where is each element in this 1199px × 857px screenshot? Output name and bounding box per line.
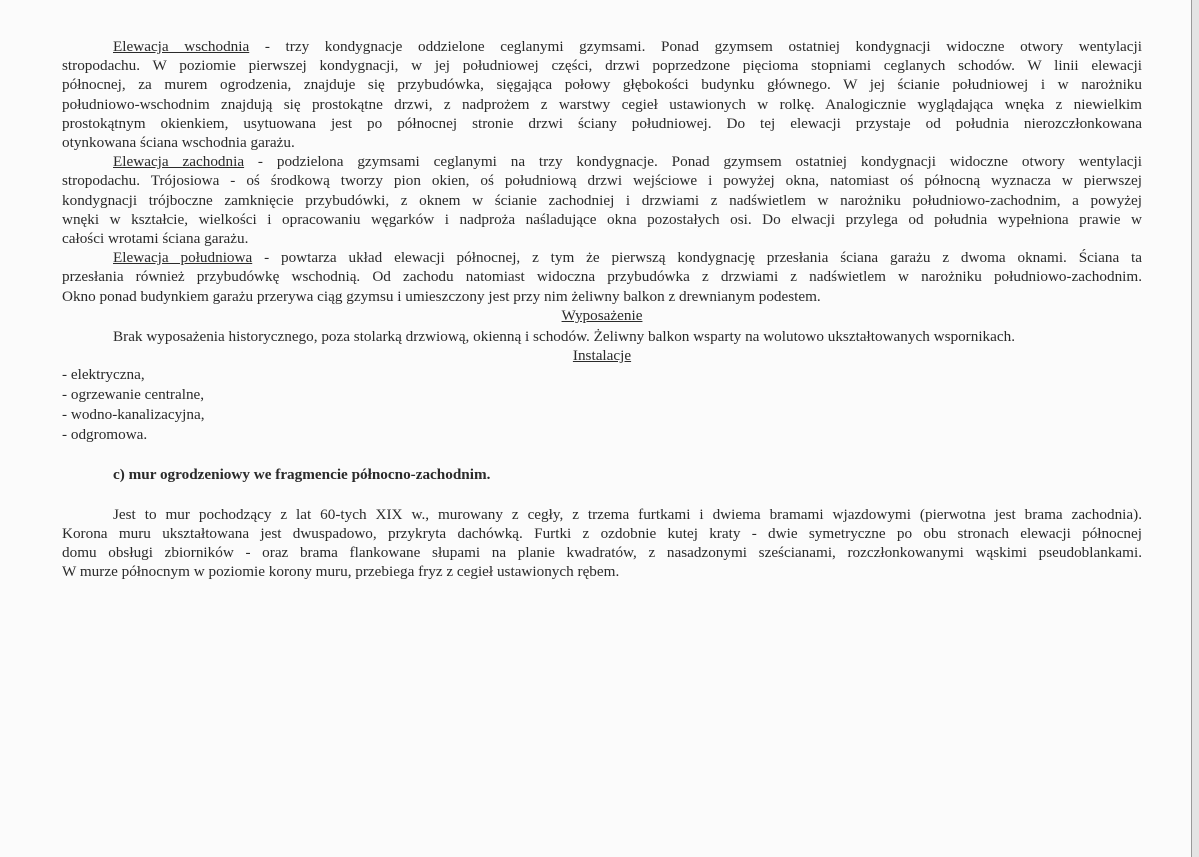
wall-heading: c) mur ogrodzeniowy we fragmencie północno-zachodnim.	[113, 466, 491, 484]
equipment-heading: Wyposażenie	[561, 306, 643, 324]
document-page	[62, 37, 1142, 581]
installations-list	[62, 365, 1142, 445]
section-heading: Elewacja zachodnia	[113, 153, 245, 171]
section-heading: Elewacja wschodnia	[113, 38, 250, 55]
paragraph-east-elevation: Elewacja wschodnia - trzy kondygnacje oddzielone ceglanymi gzymsami. Ponad gzymsem ostatniej kondygnacji widoczne otwory wentylacji stropodachu. W poziomie pierwszej kondygnacji, w jej południowej części, drzwi poprzedzone pięcioma stopniami ceglanych schodów. W linii elewacji północnej, za murem ogrodzenia, znajduje się przybudówka, sięgająca połowy głębokości budynku głównego. W jej ścianie południowej i w narożniku południowo-wschodnim znajdują się prostokątne drzwi, z nadprożem z warstwy cegieł ustawionych w rolkę. Analogicznie wyglądająca wnęka z niewielkim prostokątnym okienkiem, usytuowana jest po północnej stronie drzwi ściany południowej. Do tej elewacji przystaje od południa nierozczłonkowana otynkowana ściana wschodnia garażu.	[62, 38, 1142, 152]
paragraph-west-elevation: Elewacja zachodnia - podzielona gzymsami ceglanymi na trzy kondygnacje. Ponad gzymsem ostatniej kondygnacji widoczne otwory wentylacji stropodachu. Trójosiowa - oś środkową tworzy pion okien, oś południową drzwi wejściowe i powyżej okna, natomiast oś północną wyznacza w pierwszej kondygnacji trójboczne zamknięcie przybudówki, z oknem w ścianie zachodniej i drzwiami z nadświetlem w narożniku południowo-zachodnim, a powyżej wnęki w kształcie, wielkości i opracowaniu węgarków i nadproża naśladujące okna pozostałych osi. Do elwacji przylega od południa wypełniona prawie w całości wrotami ściana garażu.	[62, 153, 1142, 248]
scan-edge	[1191, 0, 1199, 857]
installations-heading: Instalacje	[572, 347, 632, 365]
list-item: - elektryczna,	[62, 366, 145, 384]
equipment-text: Brak wyposażenia historycznego, poza stolarką drzwiową, okienną i schodów. Żeliwny balkon wsparty na wolutowo ukształtowanych wspornikach.	[113, 328, 1016, 346]
paragraph-south-elevation: Elewacja południowa - powtarza układ elewacji północnej, z tym że pierwszą kondygnację przesłania ściana garażu z dwoma oknami. Ściana ta przesłania również przybudówkę wschodnią. Od zachodu natomiast widoczna przybudówka z drzwiami z nadświetlem w narożniku południowo-zachodnim. Okno ponad budynkiem garażu przerywa ciąg gzymsu i umieszczony jest przy nim żeliwny balkon z drewnianym podestem.	[62, 249, 1142, 305]
section-heading: Elewacja południowa	[113, 249, 253, 267]
list-item: - ogrzewanie centralne,	[62, 386, 205, 404]
list-item: - odgromowa.	[62, 426, 148, 444]
list-item: - wodno-kanalizacyjna,	[62, 406, 205, 424]
paragraph-wall: Jest to mur pochodzący z lat 60-tych XIX w., murowany z cegły, z trzema furtkami i dwiema bramami wjazdowymi (pierwotna jest brama zachodnia). Korona muru ukształtowana jest dwuspadowo, przykryta dachówką. Furtki z ozdobnie kutej kraty - dwie symetryczne po obu stronach elewacji północnej domu obsługi zbiorników - oraz brama flankowane słupami na planie kwadratów, z nasadzonymi sześcianami, rozczłonkowanymi wąskimi pseudoblankami. W murze północnym w poziomie korony muru, przebiega fryz z cegieł ustawionych rębem.	[62, 505, 1142, 581]
